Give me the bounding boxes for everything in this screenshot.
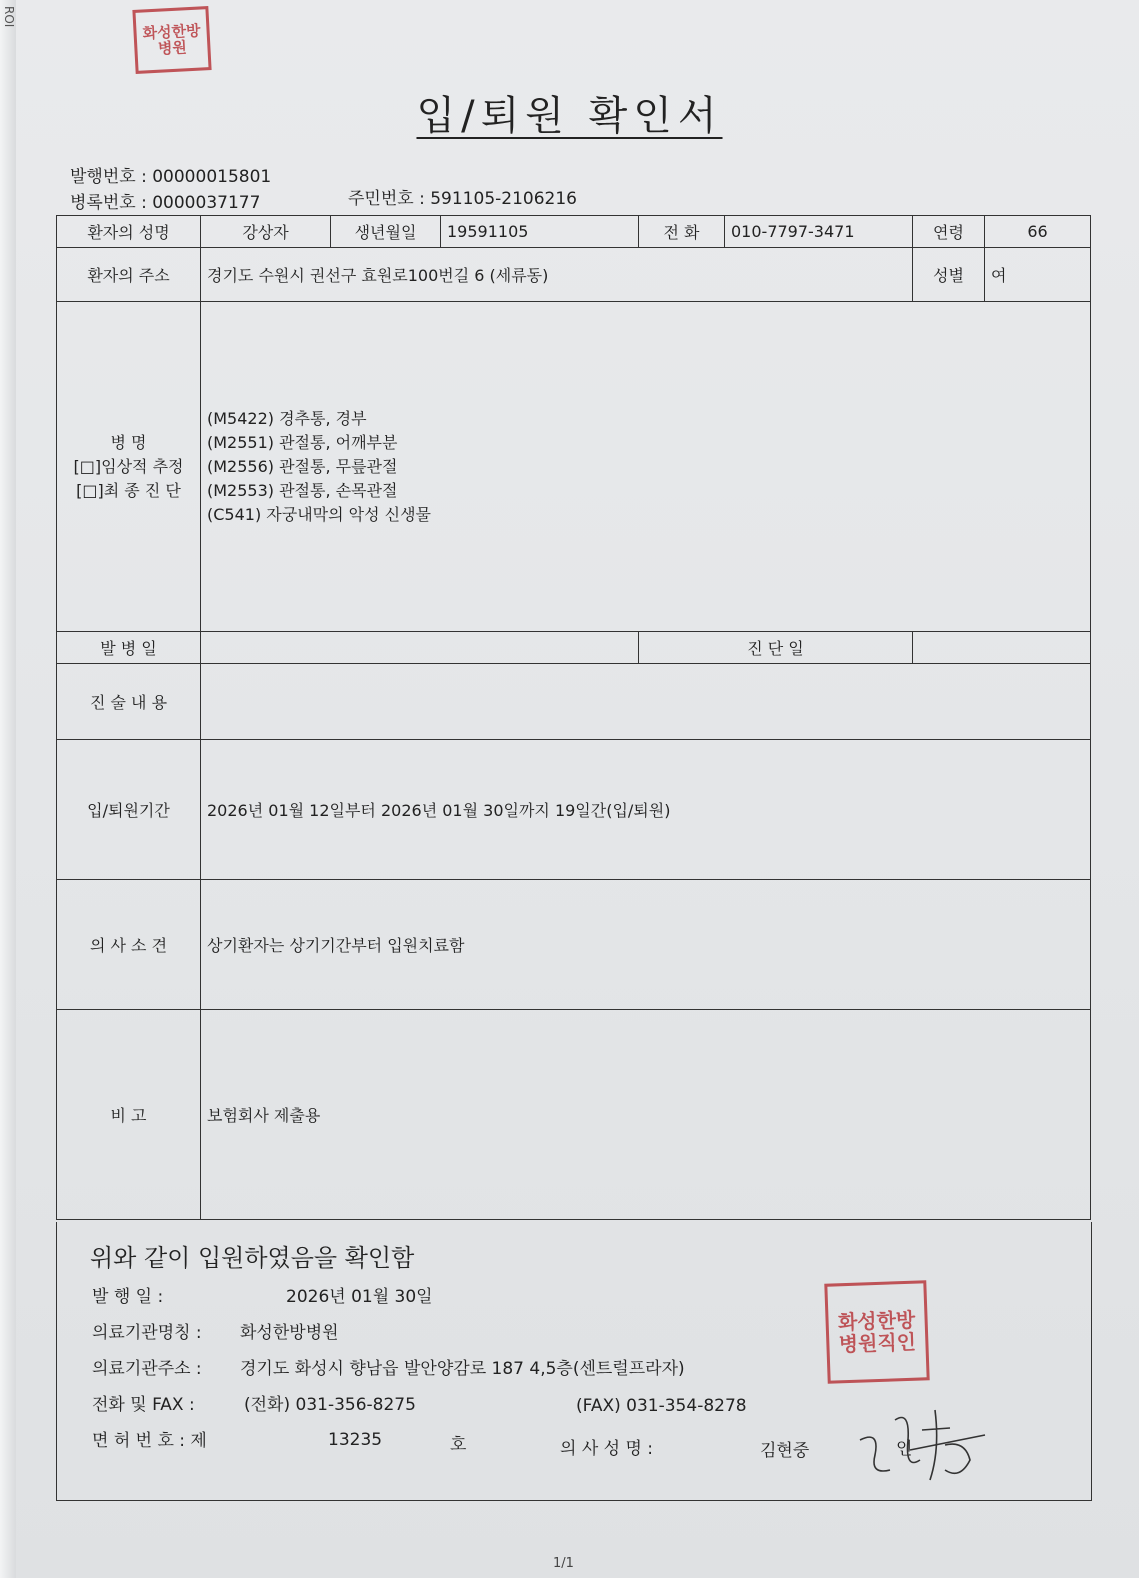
edge-text: ROI <box>2 6 16 28</box>
confirm-statement: 위와 같이 입원하였음을 확인함 <box>90 1244 415 1272</box>
diagnosis-item: (M2556) 관절통, 무릎관절 <box>207 456 398 476</box>
statement <box>201 664 1091 740</box>
address-label: 환자의 주소 <box>57 248 201 302</box>
statement-label: 진 술 내 용 <box>57 664 201 740</box>
name-label: 환자의 성명 <box>57 216 201 248</box>
age-label: 연령 <box>913 216 985 248</box>
inst-name-label: 의료기관명칭 : <box>92 1323 202 1343</box>
issue-no-row <box>70 162 271 187</box>
diag-date <box>913 632 1091 664</box>
doctor-label: 의 사 성 명 : <box>560 1439 654 1459</box>
address: 경기도 수원시 권선구 효원로100번길 6 (세류동) <box>201 248 913 302</box>
tel: (전화) 031-356-8275 <box>244 1395 416 1415</box>
diagnosis-item: (M5422) 경추통, 경부 <box>207 408 367 428</box>
onset-label: 발 병 일 <box>57 632 201 664</box>
diagnosis-item: (M2551) 관절통, 어깨부분 <box>207 432 398 452</box>
seal-bottom-text: 화성한방병원직인 <box>837 1307 917 1357</box>
inst-name: 화성한방병원 <box>240 1323 339 1343</box>
diagnosis-item: (C541) 자궁내막의 악성 신생물 <box>207 504 432 524</box>
sex-label: 성별 <box>913 248 985 302</box>
diag-date-label: 진 단 일 <box>639 632 913 664</box>
record-no-label: 병록번호 : <box>70 193 147 213</box>
record-no-row <box>70 188 260 213</box>
remarks-label: 비 고 <box>57 1010 201 1220</box>
final-diagnosis-checkbox: [□]최 종 진 단 <box>76 480 181 500</box>
age: 66 <box>985 216 1091 248</box>
patient-name: 강상자 <box>201 216 331 248</box>
inst-addr: 경기도 화성시 향남읍 발안양감로 187 4,5층(센트럴프라자) <box>240 1359 685 1379</box>
license-no: 13235 <box>328 1430 383 1450</box>
rrn: 591105-2106216 <box>430 189 577 209</box>
remarks: 보험회사 제출용 <box>201 1010 1091 1220</box>
clinical-estimate-checkbox: [□]임상적 추정 <box>73 456 184 476</box>
license-suffix: 호 <box>450 1435 467 1455</box>
phone-label: 전 화 <box>639 216 725 248</box>
issue-date-label: 발 행 일 : <box>92 1287 164 1307</box>
doctor-signature <box>850 1400 990 1490</box>
inst-addr-label: 의료기관주소 : <box>92 1359 202 1379</box>
page-number: 1/1 <box>553 1556 574 1571</box>
issue-date: 2026년 01월 30일 <box>286 1287 433 1307</box>
doctor-name: 김현중 <box>760 1441 810 1461</box>
issue-no: 00000015801 <box>152 167 272 187</box>
diagnosis-label: 병 명 <box>110 432 147 452</box>
fax: (FAX) 031-354-8278 <box>576 1396 747 1416</box>
rrn-label: 주민번호 : <box>348 189 425 209</box>
opinion-label: 의 사 소 견 <box>57 880 201 1010</box>
diagnosis-item: (M2553) 관절통, 손목관절 <box>207 480 398 500</box>
period: 2026년 01월 12일부터 2026년 01월 30일까지 19일간(입/퇴원) <box>201 740 1091 880</box>
certificate-table <box>56 215 1091 1220</box>
phone: 010-7797-3471 <box>725 216 913 248</box>
hospital-seal-top <box>132 6 211 74</box>
diagnosis-list <box>201 302 1091 632</box>
seal-mark: 인 <box>896 1439 913 1459</box>
record-no: 0000037177 <box>152 193 261 213</box>
license-label: 면 허 번 호 : 제 <box>92 1431 207 1451</box>
hospital-seal-bottom <box>824 1280 929 1383</box>
rrn-row <box>348 184 577 209</box>
seal-top-text: 화성한방병원 <box>142 21 201 58</box>
tel-label: 전화 및 FAX : <box>92 1395 195 1415</box>
diagnosis-label-cell <box>57 302 201 632</box>
birth-date: 19591105 <box>441 216 639 248</box>
opinion: 상기환자는 상기기간부터 입원치료함 <box>201 880 1091 1010</box>
sex: 여 <box>985 248 1091 302</box>
page-edge <box>0 0 16 1578</box>
period-label: 입/퇴원기간 <box>57 740 201 880</box>
birth-label: 생년월일 <box>331 216 441 248</box>
document-title <box>0 84 1139 141</box>
title-text: 입/퇴원 확인서 <box>416 93 723 139</box>
issue-no-label: 발행번호 : <box>70 167 147 187</box>
onset-date <box>201 632 639 664</box>
